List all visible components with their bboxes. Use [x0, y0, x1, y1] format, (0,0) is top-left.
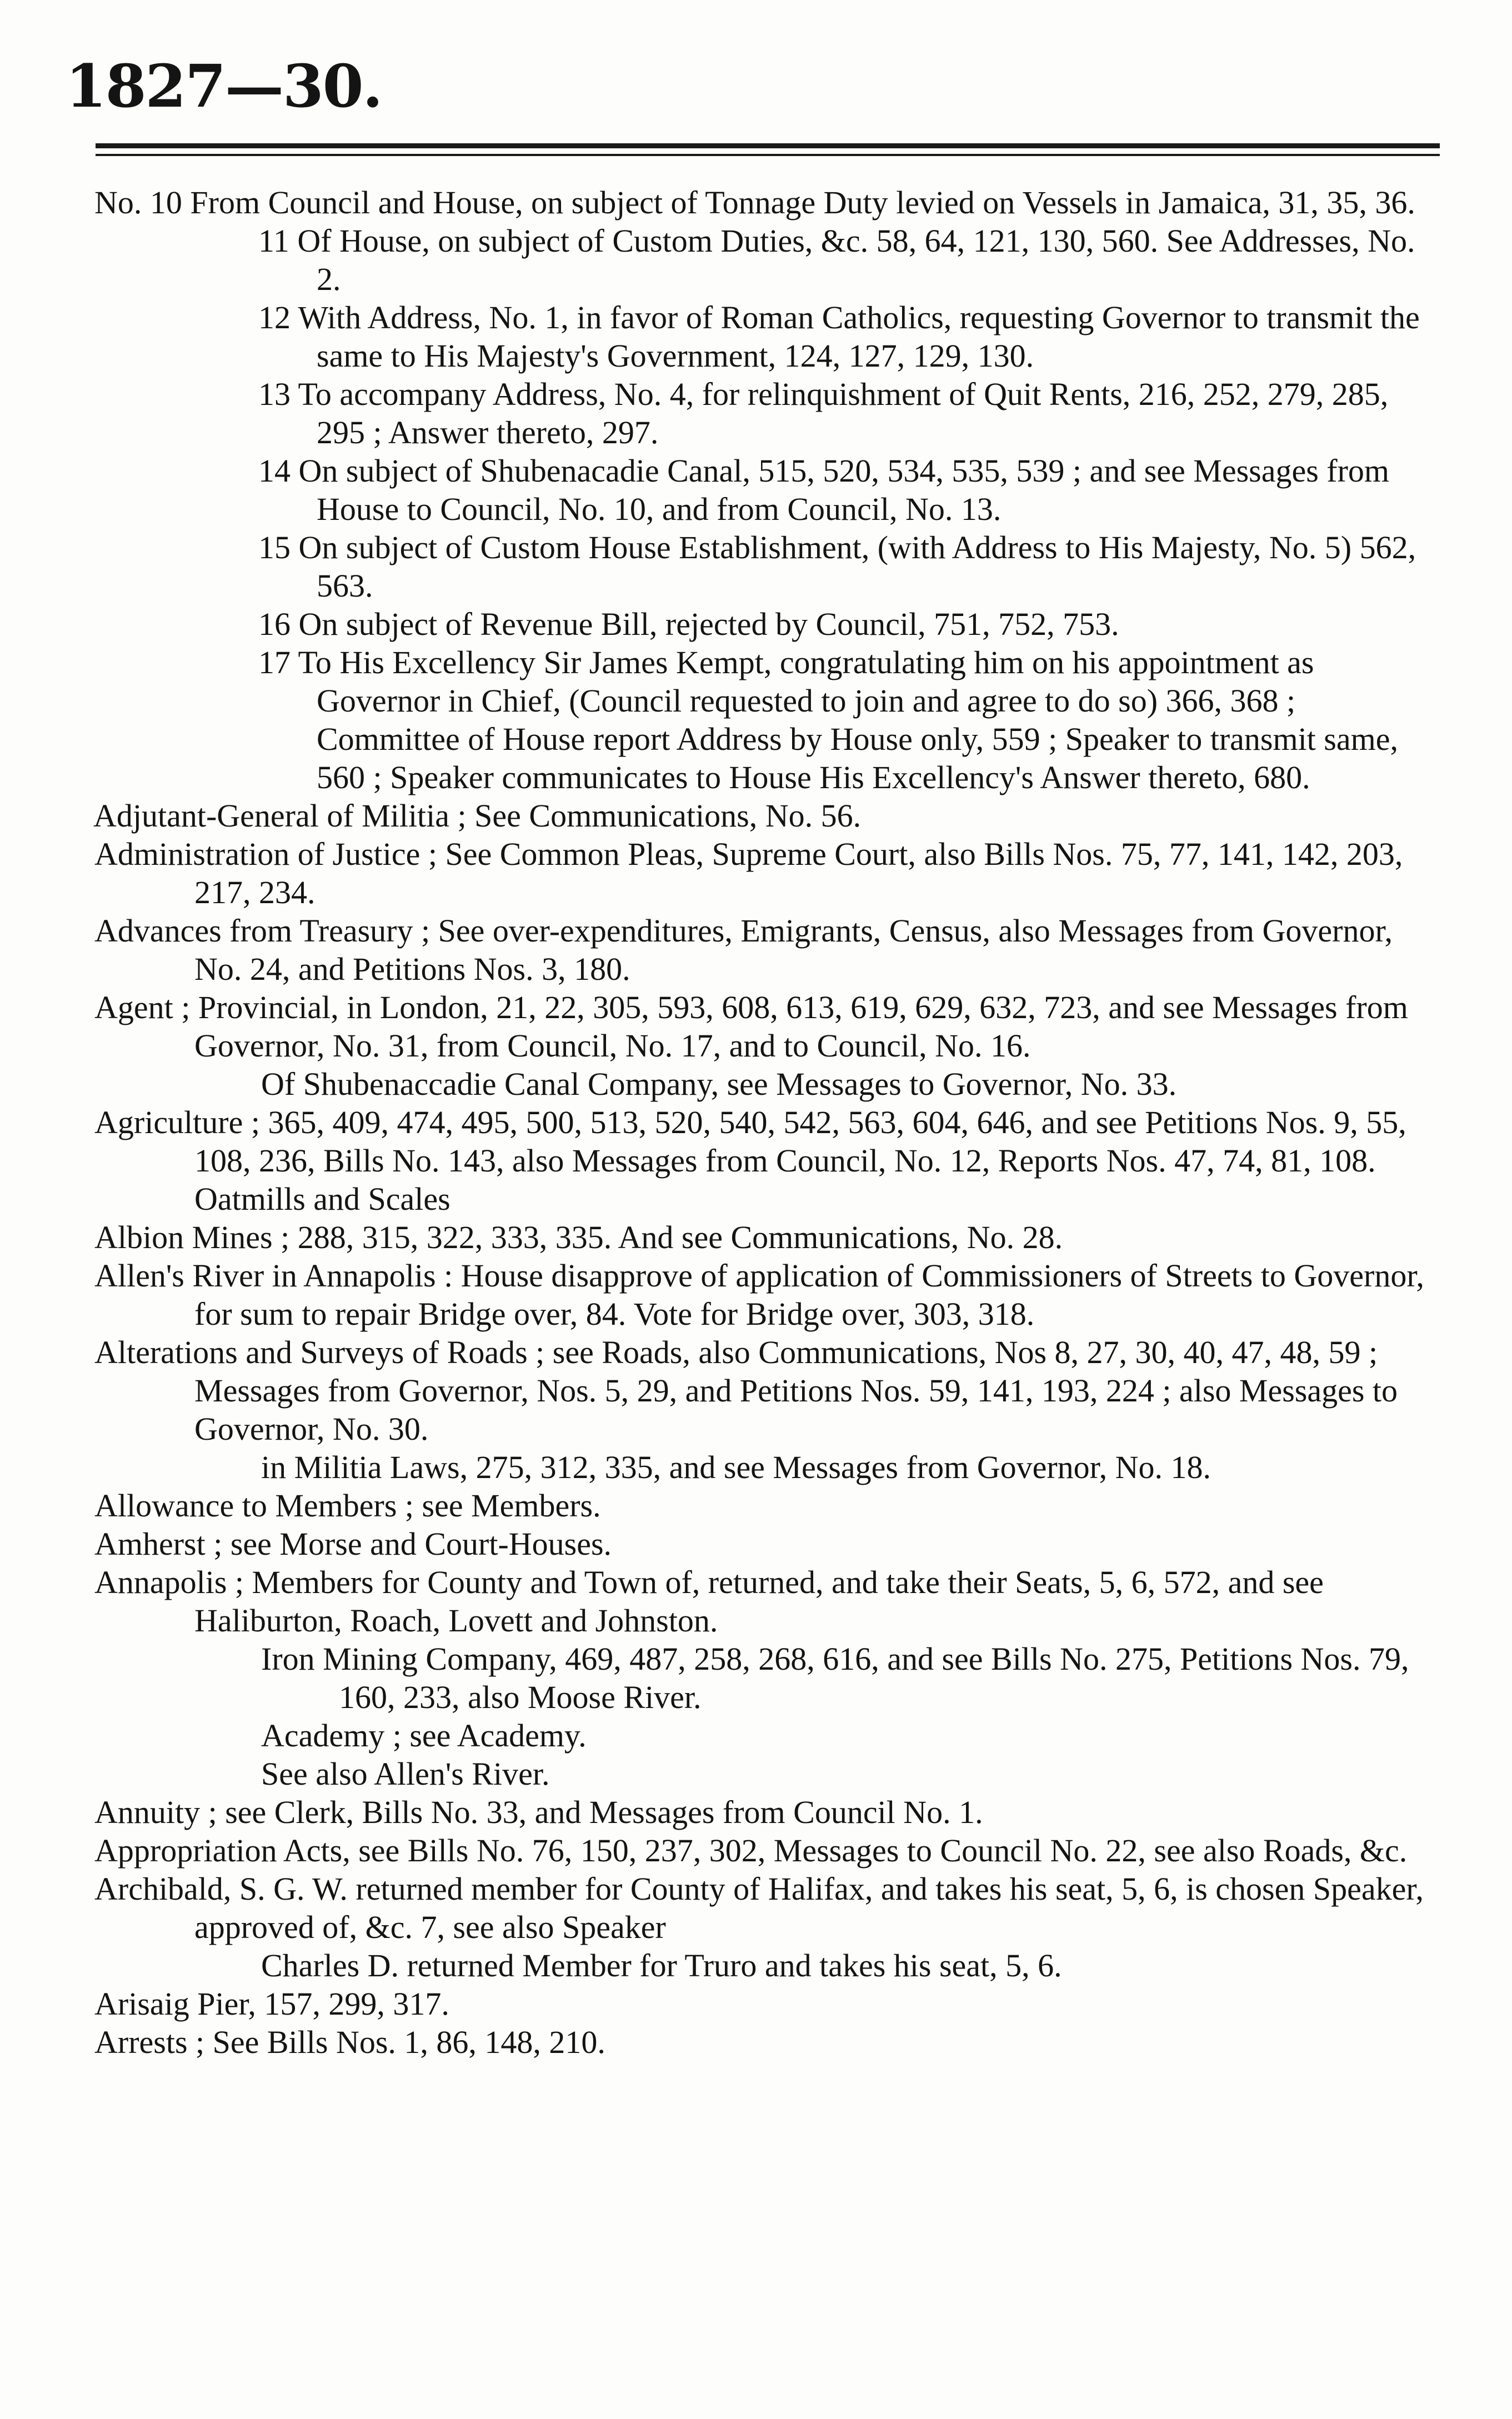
entry-text: No. 10 From Council and House, on subject of Tonnage Duty levied on Vessels in Jamaica, 31, 35, 36. — [94, 184, 1415, 221]
index-entry — [94, 643, 1444, 797]
entry-text: 12 With Address, No. 1, in favor of Roman Catholics, requesting Governor to transmit the same to His Majesty's Government, 124, 127, 129, 130. — [258, 299, 1420, 374]
page-title: 1827—30. — [66, 51, 382, 121]
entry-text: Amherst ; see Morse and Court-Houses. — [94, 1526, 612, 1562]
entry-text: Adjutant-General of Militia ; See Communications, No. 56. — [93, 798, 862, 834]
entry-text: Annuity ; see Clerk, Bills No. 33, and Messages from Council No. 1. — [94, 1794, 983, 1830]
entry-text: Allen's River in Annapolis : House disapprove of application of Commissioners of Streets to Governor, for sum to repair Bridge over, 84. Vote for Bridge over, 303, 318. — [94, 1258, 1424, 1332]
index-entry — [94, 1486, 1444, 1525]
index-entry — [94, 1256, 1444, 1333]
index-entry — [94, 222, 1444, 298]
entry-text: Albion Mines ; 288, 315, 322, 333, 335. And see Communications, No. 28. — [94, 1219, 1063, 1255]
entry-text: in Militia Laws, 275, 312, 335, and see Messages from Governor, No. 18. — [261, 1449, 1211, 1485]
index-entry — [94, 835, 1444, 911]
entry-text: Arrests ; See Bills Nos. 1, 86, 148, 210. — [94, 2024, 605, 2060]
index-entry — [94, 988, 1444, 1065]
index-entry — [93, 797, 1444, 835]
index-entry — [94, 1640, 1444, 1716]
index-entry — [94, 1218, 1444, 1256]
entry-text: Academy ; see Academy. — [261, 1717, 587, 1754]
entry-text: 17 To His Excellency Sir James Kempt, congratulating him on his appointment as Governor in Chief, (Council requested to join and agree to do so) 366, 368 ; Committee of House report Address by House only, 559 ; Speaker to transmit same, 560 ; Speaker communicates to House His Excellency's Answer thereto, 680. — [258, 644, 1398, 795]
index-entry — [94, 1065, 1444, 1103]
entry-text: Charles D. returned Member for Truro and takes his seat, 5, 6. — [261, 1947, 1062, 1984]
entry-text: Alterations and Surveys of Roads ; see Roads, also Communications, Nos 8, 27, 30, 40, 47, 48, 59 ; Messages from Governor, Nos. 5, 29, and Petitions Nos. 59, 141, 193, 224 ; also Messages to Governor, No. 30. — [94, 1334, 1398, 1447]
index-entry — [94, 1793, 1444, 1831]
entry-text: Advances from Treasury ; See over-expenditures, Emigrants, Census, also Messages from Governor, No. 24, and Petitions Nos. 3, 180. — [94, 913, 1393, 987]
entry-text: Allowance to Members ; see Members. — [94, 1488, 601, 1524]
index-entry — [94, 1716, 1444, 1755]
index-entry — [94, 1448, 1444, 1486]
index-entry — [94, 911, 1444, 988]
index-entry — [94, 1755, 1444, 1793]
index-entry — [94, 452, 1444, 528]
index-entry — [94, 1333, 1444, 1448]
index-entry — [94, 298, 1444, 375]
index-entry — [94, 1985, 1444, 2023]
entry-text: Archibald, S. G. W. returned member for County of Halifax, and takes his seat, 5, 6, is chosen Speaker, approved of, &c. 7, see also Speaker — [94, 1871, 1424, 1945]
entry-text: See also Allen's River. — [261, 1756, 550, 1792]
entry-text: Of Shubenaccadie Canal Company, see Messages to Governor, No. 33. — [261, 1066, 1177, 1102]
index-entry — [94, 1946, 1444, 1985]
index-entry — [94, 1103, 1444, 1218]
entry-text: Arisaig Pier, 157, 299, 317. — [94, 1986, 449, 2022]
index-entry — [94, 528, 1444, 605]
entry-text: 11 Of House, on subject of Custom Duties, &c. 58, 64, 121, 130, 560. See Addresses, No. 2. — [258, 223, 1415, 297]
entry-text: 16 On subject of Revenue Bill, rejected by Council, 751, 752, 753. — [258, 606, 1119, 642]
index-entry — [94, 1563, 1444, 1640]
entry-text: Iron Mining Company, 469, 487, 258, 268, 616, and see Bills No. 275, Petitions Nos. 79, 160, 233, also Moose River. — [261, 1641, 1409, 1715]
index-entry — [94, 375, 1444, 452]
entry-text: Administration of Justice ; See Common Pleas, Supreme Court, also Bills Nos. 75, 77, 141, 142, 203, 217, 234. — [94, 836, 1403, 910]
index-entry — [94, 605, 1444, 643]
index-entry — [94, 1870, 1444, 1946]
entry-text: Agent ; Provincial, in London, 21, 22, 305, 593, 608, 613, 619, 629, 632, 723, and see Messages from Governor, No. 31, from Council, No. 17, and to Council, No. 16. — [94, 989, 1408, 1064]
entry-text: Annapolis ; Members for County and Town of, returned, and take their Seats, 5, 6, 572, and see Haliburton, Roach, Lovett and Johnston. — [94, 1564, 1324, 1639]
entry-text: 14 On subject of Shubenacadie Canal, 515, 520, 534, 535, 539 ; and see Messages from House to Council, No. 10, and from Council, No. 13. — [258, 453, 1390, 527]
index-entry — [94, 183, 1444, 222]
entry-text: 13 To accompany Address, No. 4, for relinquishment of Quit Rents, 216, 252, 279, 285, 295 ; Answer thereto, 297. — [258, 376, 1389, 450]
index-list — [94, 183, 1444, 2061]
index-entry — [94, 1831, 1444, 1870]
entry-text: Appropriation Acts, see Bills No. 76, 150, 237, 302, Messages to Council No. 22, see also Roads, &c. — [94, 1832, 1408, 1869]
index-entry — [94, 2023, 1444, 2061]
index-entry — [94, 1525, 1444, 1563]
header-rule — [96, 143, 1440, 156]
entry-text: Agriculture ; 365, 409, 474, 495, 500, 513, 520, 540, 542, 563, 604, 646, and see Petitions Nos. 9, 55, 108, 236, Bills No. 143, also Messages from Council, No. 12, Reports Nos. 47, 74, 81, 108. Oatmills and Scales — [94, 1104, 1406, 1217]
entry-text: 15 On subject of Custom House Establishment, (with Address to His Majesty, No. 5) 562, 563. — [258, 529, 1416, 604]
